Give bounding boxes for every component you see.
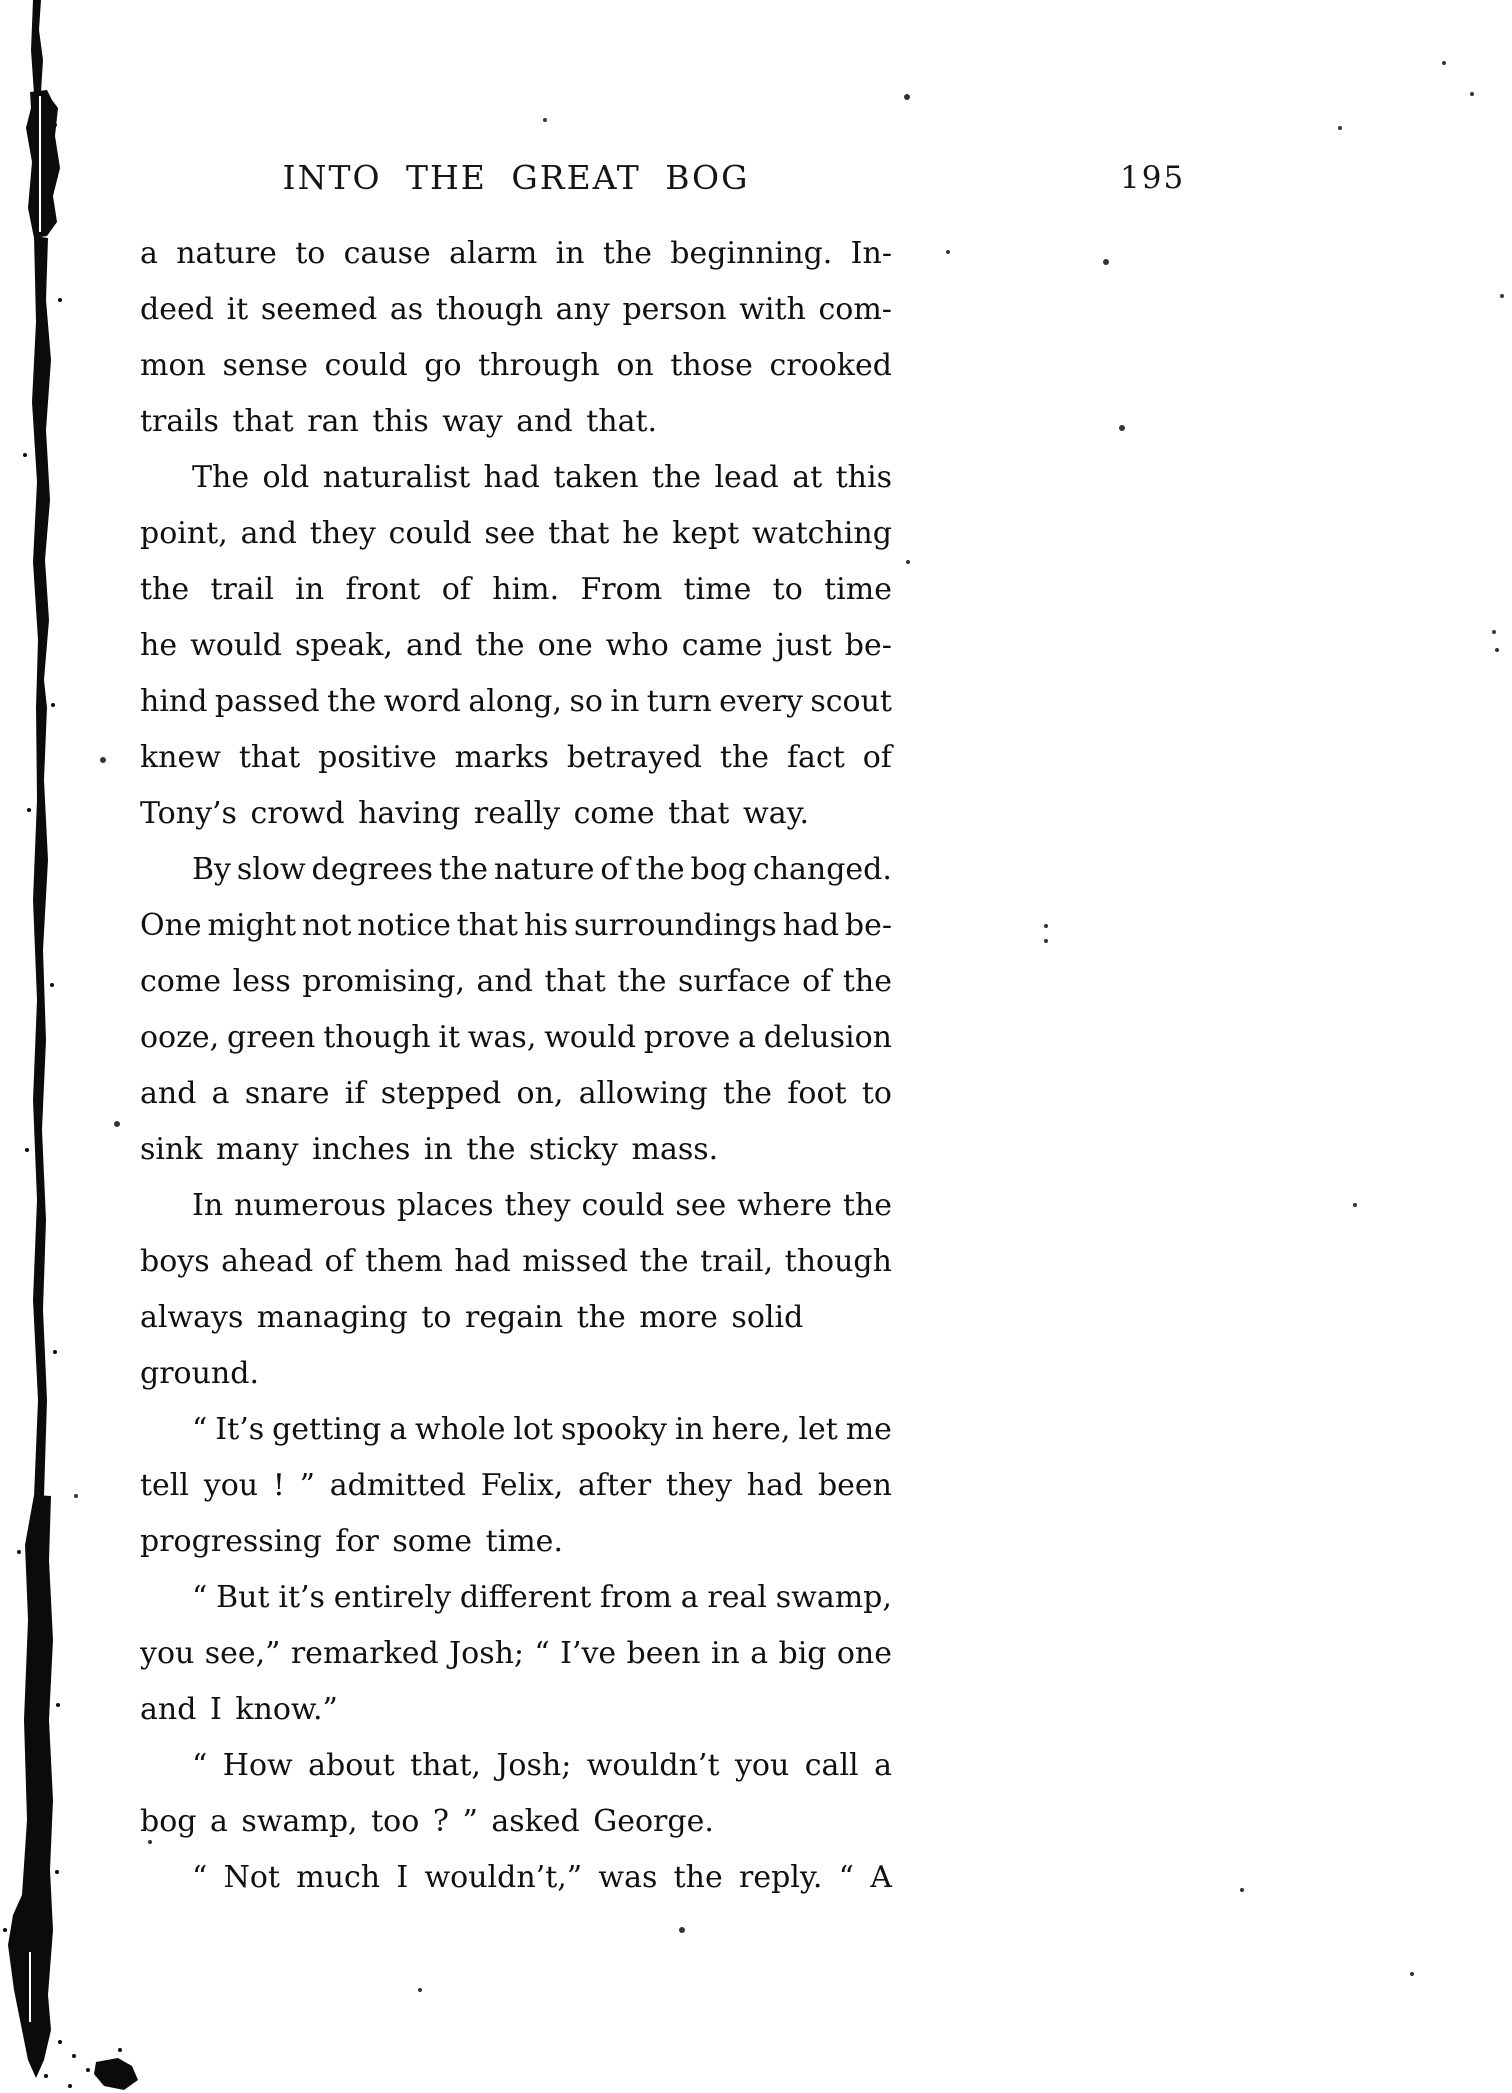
paragraph [140, 1402, 892, 1570]
text-line: the trail in front of him. From time to time [140, 572, 892, 607]
text-line: Tony’s crowd having really come that way. [140, 796, 810, 831]
text-line: and I know.” [140, 1692, 338, 1727]
running-title: INTO THE GREAT BOG [282, 158, 750, 197]
text-line: “ Not much I wouldn’t,” was the reply. “ A [192, 1860, 892, 1895]
text-line: he would speak, and the one who came just be- [140, 628, 892, 663]
text-line: point, and they could see that he kept watching [140, 516, 892, 551]
text-line: always managing to regain the more solid ground. [140, 1300, 817, 1391]
text-line: tell you ! ” admitted Felix, after they had been [140, 1468, 892, 1503]
paragraph [140, 1570, 892, 1738]
text-line: In numerous places they could see where the [192, 1188, 892, 1223]
paragraph [140, 226, 892, 450]
text-line: progressing for some time. [140, 1524, 563, 1559]
text-line: sink many inches in the sticky mass. [140, 1132, 719, 1167]
paragraph [140, 842, 892, 1178]
text-line: hind passed the word along, so in turn every scout [140, 684, 892, 719]
text-line: By slow degrees the nature of the bog changed. [192, 852, 892, 887]
text-line: and a snare if stepped on, allowing the foot to [140, 1076, 892, 1111]
text-line: “ How about that, Josh; wouldn’t you call a [192, 1748, 892, 1783]
paragraph [140, 450, 892, 842]
paragraph [140, 1738, 892, 1850]
text-line: The old naturalist had taken the lead at this [192, 460, 892, 495]
text-line: One might not notice that his surroundings had be- [140, 908, 892, 943]
text-line: boys ahead of them had missed the trail, though [140, 1244, 892, 1279]
text-line: come less promising, and that the surface of the [140, 964, 892, 999]
text-line: deed it seemed as though any person with com- [140, 292, 892, 327]
text-line: knew that positive marks betrayed the fact of [140, 740, 892, 775]
page-number: 195 [1120, 160, 1186, 196]
text-line: “ It’s getting a whole lot spooky in here, let me [192, 1412, 892, 1447]
text-line: a nature to cause alarm in the beginning. In- [140, 236, 892, 271]
text-line: mon sense could go through on those crooked [140, 348, 892, 383]
text-line: bog a swamp, too ? ” asked George. [140, 1804, 714, 1839]
text-line: you see,” remarked Josh; “ I’ve been in a big one [140, 1636, 892, 1671]
text-line: trails that ran this way and that. [140, 404, 658, 439]
text-line: “ But it’s entirely different from a real swamp, [192, 1580, 892, 1615]
paragraph [140, 1178, 892, 1402]
text-line: ooze, green though it was, would prove a delusion [140, 1020, 892, 1055]
paragraph [140, 1850, 892, 1906]
page-body [140, 226, 892, 1906]
